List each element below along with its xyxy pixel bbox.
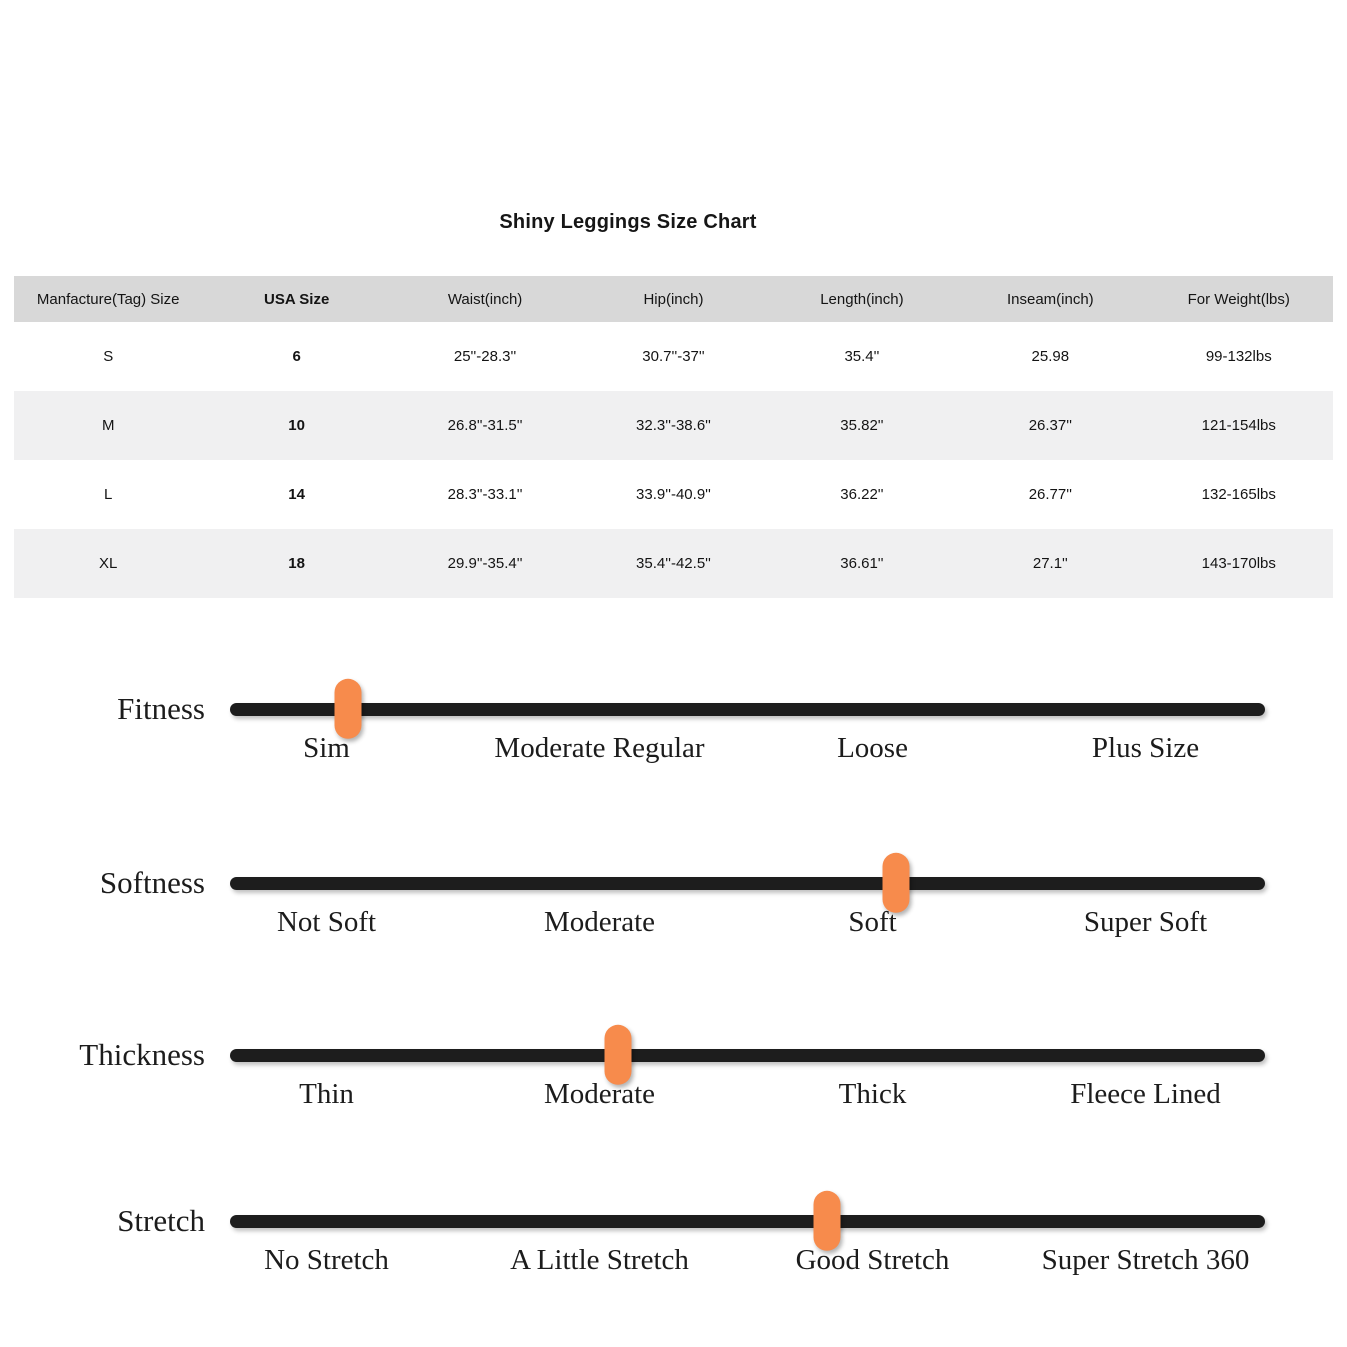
cell-length: 35.82'' bbox=[840, 417, 884, 434]
stretch-slider-track bbox=[230, 1215, 1265, 1228]
fitness-slider-track bbox=[230, 703, 1265, 716]
softness-option-not-soft: Not Soft bbox=[276, 906, 377, 938]
stretch-option-super-stretch-360: Super Stretch 360 bbox=[1041, 1244, 1250, 1276]
table-row-xl bbox=[14, 529, 1333, 598]
stretch-option-a-little-stretch: A Little Stretch bbox=[510, 1244, 689, 1276]
table-row-s bbox=[14, 322, 1333, 391]
column-header-length: Length(inch) bbox=[768, 276, 956, 322]
softness-slider-label: Softness bbox=[99, 865, 205, 900]
cell-length: 36.61'' bbox=[840, 555, 884, 572]
column-header-weight: For Weight(lbs) bbox=[1145, 276, 1333, 322]
cell-inseam: 26.37'' bbox=[1028, 417, 1072, 434]
cell-inseam: 27.1'' bbox=[1032, 555, 1068, 572]
softness-option-moderate: Moderate bbox=[543, 906, 656, 938]
thickness-slider-track bbox=[230, 1049, 1265, 1062]
stretch-option-no-stretch: No Stretch bbox=[264, 1244, 389, 1276]
column-header-hip: Hip(inch) bbox=[579, 276, 767, 322]
thickness-option-thin: Thin bbox=[299, 1078, 354, 1110]
cell-waist: 25''-28.3'' bbox=[453, 348, 517, 365]
cell-hip: 30.7''-37'' bbox=[642, 348, 705, 365]
page-title: Shiny Leggings Size Chart bbox=[499, 211, 757, 233]
thickness-option-fleece-lined: Fleece Lined bbox=[1070, 1078, 1221, 1110]
cell-tag-size: XL bbox=[99, 555, 118, 572]
cell-usa-size: 14 bbox=[288, 486, 305, 503]
cell-tag-size: L bbox=[104, 486, 113, 503]
cell-waist: 28.3''-33.1'' bbox=[447, 486, 523, 503]
stretch-slider-label: Stretch bbox=[117, 1203, 205, 1238]
cell-usa-size: 6 bbox=[292, 348, 301, 365]
cell-hip: 33.9''-40.9'' bbox=[636, 486, 711, 503]
table-row-l bbox=[14, 460, 1333, 529]
fitness-option-sim: Sim bbox=[303, 732, 350, 764]
fitness-option-moderate-regular: Moderate Regular bbox=[494, 732, 705, 764]
cell-tag-size: M bbox=[101, 417, 115, 434]
cell-usa-size: 10 bbox=[288, 417, 305, 434]
cell-weight: 143-170lbs bbox=[1201, 555, 1276, 572]
size-table bbox=[14, 276, 1333, 598]
table-header-row bbox=[14, 276, 1333, 322]
cell-usa-size: 18 bbox=[288, 555, 305, 572]
thickness-option-thick: Thick bbox=[838, 1078, 907, 1110]
thickness-option-moderate: Moderate bbox=[543, 1078, 656, 1110]
column-header-waist: Waist(inch) bbox=[391, 276, 579, 322]
cell-weight: 99-132lbs bbox=[1205, 348, 1272, 365]
column-header-usa-size: USA Size bbox=[202, 276, 390, 322]
softness-option-soft: Soft bbox=[848, 906, 897, 938]
cell-waist: 26.8''-31.5'' bbox=[447, 417, 523, 434]
cell-hip: 35.4''-42.5'' bbox=[636, 555, 711, 572]
cell-inseam: 26.77'' bbox=[1028, 486, 1072, 503]
cell-length: 36.22'' bbox=[840, 486, 884, 503]
fitness-slider-label: Fitness bbox=[117, 691, 205, 726]
cell-waist: 29.9''-35.4'' bbox=[447, 555, 523, 572]
cell-weight: 132-165lbs bbox=[1201, 486, 1276, 503]
column-header-inseam: Inseam(inch) bbox=[956, 276, 1144, 322]
column-header-manufacture-size: Manfacture(Tag) Size bbox=[14, 276, 202, 322]
softness-slider-track bbox=[230, 877, 1265, 890]
cell-inseam: 25.98 bbox=[1031, 348, 1070, 365]
fitness-option-plus-size: Plus Size bbox=[1091, 732, 1200, 764]
cell-weight: 121-154lbs bbox=[1201, 417, 1276, 434]
thickness-slider-label: Thickness bbox=[79, 1037, 205, 1072]
stretch-option-good-stretch: Good Stretch bbox=[795, 1244, 950, 1276]
cell-length: 35.4'' bbox=[844, 348, 880, 365]
cell-tag-size: S bbox=[103, 348, 114, 365]
softness-option-super-soft: Super Soft bbox=[1083, 906, 1208, 938]
cell-hip: 32.3''-38.6'' bbox=[636, 417, 711, 434]
table-row-m bbox=[14, 391, 1333, 460]
fitness-option-loose: Loose bbox=[837, 732, 908, 764]
